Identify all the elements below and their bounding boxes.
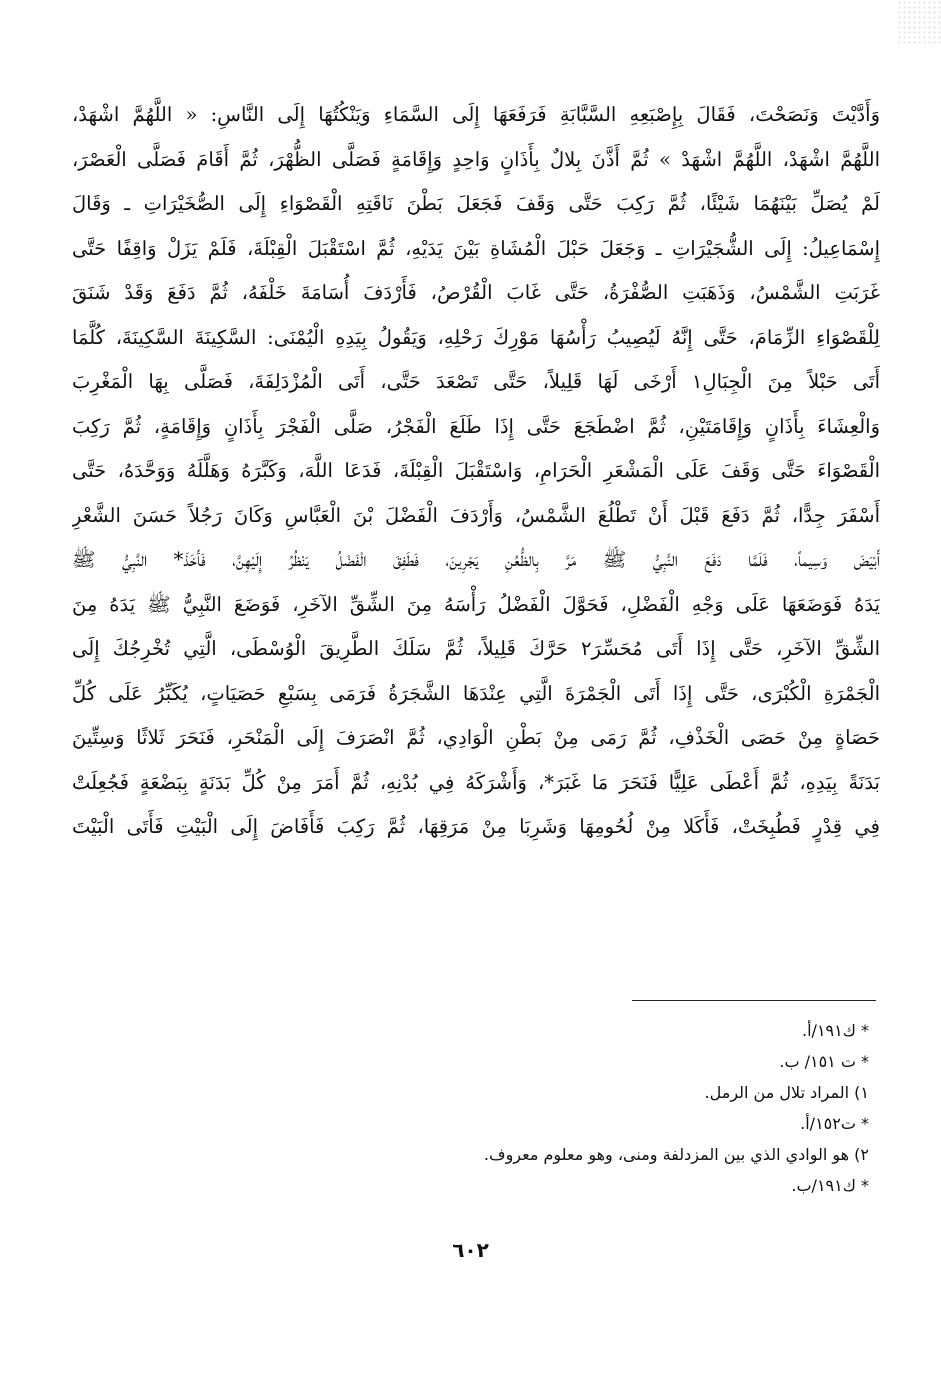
- text-line: أَبْيَضَ وَسِيماً، فَلَمَّا دَفَعَ النَّبِيُّ ﷺ مَرَّ بِالظُّعُنِ يَجْرِينَ، فَطَفِقَ الْفَضْلُ يَنْظُرُ إِلَيْهِنَّ، فَأَخَذَ* النَّبِيُّ ﷺ: [72, 548, 880, 571]
- footnote: ١) المراد تلال من الرمل.: [704, 1083, 869, 1102]
- text-line: حَصَاةٍ مِنْ حَصَى الْخَذْفِ، ثُمَّ رَمَى مِنْ بَطْنِ الْوَادِي، ثُمَّ انْصَرَفَ إِلَى الْمَنْحَرِ، فَنَحَرَ ثَلاثًا وَسِتِّينَ: [72, 726, 880, 749]
- text-line: اللَّهُمَّ اشْهَدْ، اللَّهُمَّ اشْهَدْ » ثُمَّ أَذَّنَ بِلالٌ بِأَذَانٍ وَاحِدٍ وَإِقَامَةٍ فَصَلَّى الظُّهْرَ، ثُمَّ أَقَامَ فَصَلَّى الْعَصْرَ،: [72, 147, 880, 171]
- footnotes: [349, 1015, 869, 1201]
- text-line: أَتَى حَبْلاً مِنَ الْجِبَالِ١ أَرْخَى لَهَا قَلِيلاً، حَتَّى تَصْعَدَ حَتَّى، أَتَى الْمُزْدَلِفَةَ، فَصَلَّى بِهَا الْمَغْرِبَ: [72, 370, 880, 393]
- text-line: غَرَبَتِ الشَّمْسُ، وَذَهَبَتِ الصُّفْرَةُ، حَتَّى غَابَ الْقُرْصُ، فَأَرْدَفَ أُسَامَةَ خَلْفَهُ، ثُمَّ دَفَعَ وَقَدْ شَنَقَ: [72, 281, 880, 304]
- footnote: * ت١٥٢/أ.: [800, 1114, 869, 1133]
- text-line: فِي قِدْرٍ فَطُبِخَتْ، فَأَكَلا مِنْ لُحُومِهَا وَشَرِبَا مِنْ مَرَقِهَا، ثُمَّ رَكِبَ فَأَفَاضَ إِلَى الْبَيْتِ فَأَتَى الْبَيْتَ: [72, 815, 880, 838]
- text-line: وَأَدَّيْتَ وَنَصَحْتَ، فَقَالَ بِإِصْبَعِهِ السَّبَّابَةِ فَرَفَعَهَا إِلَى السَّمَاءِ وَيَنْكُتُهَا إِلَى النَّاسِ: « اللَّهُمَّ اشْهَدْ،: [72, 103, 880, 126]
- text-line: وَالْعِشَاءَ بِأَذَانٍ وَإِقَامَتَيْنِ، ثُمَّ اضْطَجَعَ حَتَّى إِذَا طَلَعَ الْفَجْرُ، صَلَّى الْفَجْرَ بِأَذَانٍ وَإِقَامَةٍ، ثُمَّ رَكِبَ: [72, 414, 880, 438]
- scan-noise-mark: [897, 0, 941, 44]
- text-line: الشِّقِّ الآخَرِ، حَتَّى إِذَا أَتَى مُحَسِّرَ٢ حَرَّكَ قَلِيلاً، ثُمَّ سَلَكَ الطَّرِيقَ الْوُسْطَى، الَّتِي تُخْرِجُكَ إِلَى: [72, 637, 880, 660]
- text-line: الْقَصْوَاءَ حَتَّى وَقَفَ عَلَى الْمَشْعَرِ الْحَرَامِ، وَاسْتَقْبَلَ الْقِبْلَةَ، فَدَعَا اللَّهَ، وَكَبَّرَهُ وَهَلَّلَهُ وَوَحَّدَهُ، حَتَّى: [72, 459, 880, 482]
- footnote: * ت ١٥١/ ب.: [779, 1052, 869, 1071]
- footnote: * ك١٩١/ب.: [791, 1176, 869, 1195]
- page-number: ٦٠٢: [452, 1238, 489, 1262]
- text-line: لِلْقَصْوَاءِ الزِّمَامَ، حَتَّى إِنَّهُ لَيُصِيبُ رَأْسُهَا مَوْرِكَ رَحْلِهِ، وَيَقُولُ بِيَدِهِ الْيُمْنَى: السَّكِينَةَ السَّكِينَةَ، كُلَّمَا: [72, 325, 880, 349]
- text-line: إِسْمَاعِيلُ: إِلَى الشُّجَيْرَاتِ ـ وَجَعَلَ حَبْلَ الْمُشَاةِ بَيْنَ يَدَيْهِ، ثُمَّ اسْتَقْبَلَ الْقِبْلَةَ، فَلَمْ يَزَلْ وَاقِفًا حَتَّى: [72, 236, 880, 260]
- text-line: الْجَمْرَةِ الْكُبْرَى، حَتَّى إِذَا أَتَى الْجَمْرَةَ الَّتِي عِنْدَهَا الشَّجَرَةُ فَرَمَى بِسَبْعِ حَصَيَاتٍ، يُكَبِّرُ عَلَى كُلِّ: [72, 681, 880, 705]
- footnote-separator: [632, 1000, 876, 1001]
- footnote: * ك١٩١/أ.: [802, 1021, 869, 1040]
- text-line: أَسْفَرَ جِدًّا، ثُمَّ دَفَعَ قَبْلَ أَنْ تَطْلُعَ الشَّمْسُ، وَأَرْدَفَ الْفَضْلَ بْنَ الْعَبَّاسِ وَكَانَ رَجُلاً حَسَنَ الشَّعْرِ: [72, 503, 880, 527]
- main-text-block: [72, 93, 880, 850]
- text-line: بَدَنَةً بِيَدِهِ، ثُمَّ أَعْطَى عَلِيًّا فَنَحَرَ مَا غَبَرَ*، وَأَشْرَكَهُ فِي بُدْنِهِ، ثُمَّ أَمَرَ مِنْ كُلِّ بَدَنَةٍ بِبَضْعَةٍ فَجُعِلَتْ: [72, 770, 880, 794]
- text-line: يَدَهُ فَوَضَعَهَا عَلَى وَجْهِ الْفَضْلِ، فَحَوَّلَ الْفَضْلُ رَأْسَهُ مِنَ الشِّقِّ الآخَرِ، فَوَضَعَ النَّبِيُّ ﷺ يَدَهُ مِنَ: [72, 592, 880, 616]
- footnote: ٢) هو الوادي الذي بين المزدلفة ومنى، وهو معلوم معروف.: [483, 1145, 869, 1164]
- text-line: لَمْ يُصَلِّ بَيْنَهُمَا شَيْئًا، ثُمَّ رَكِبَ حَتَّى وَقَفَ فَجَعَلَ بَطْنَ نَاقَتِهِ الْقَصْوَاءِ إِلَى الصُّخَيْرَاتِ ـ وَقَالَ: [72, 192, 880, 215]
